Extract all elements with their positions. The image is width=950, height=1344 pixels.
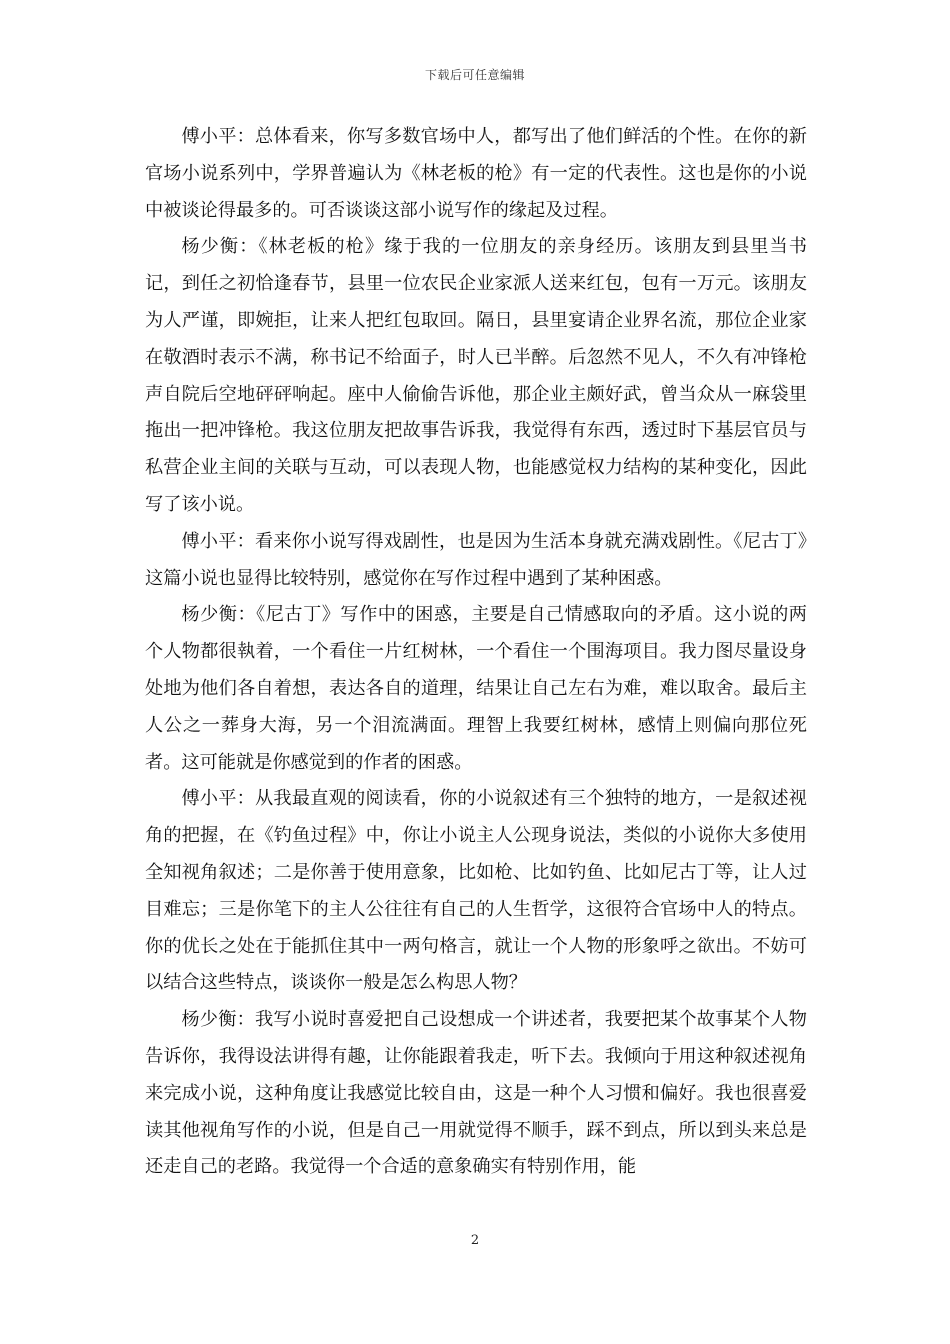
paragraph: 杨少衡：《林老板的枪》缘于我的一位朋友的亲身经历。该朋友到县里当书记，到任之初恰逢春节，县里一位农民企业家派人送来红包，包有一万元。该朋友为人严谨，即婉拒，让来人把红包取回。隔日，县里宴请企业界名流，那位企业家在敬酒时表示不满，称书记不给面子，时人已半醉。后忽然不见人，不久有冲锋枪声自院后空地砰砰响起。座中人偷偷告诉他，那企业主颇好武，曾当众从一麻袋里拖出一把冲锋枪。我这位朋友把故事告诉我，我觉得有东西，透过时下基层官员与私营企业主间的关联与互动，可以表现人物，也能感觉权力结构的某种变化，因此写了该小说。 xyxy=(145,236,807,515)
page-number: 2 xyxy=(470,1233,480,1248)
paragraph: 傅小平：总体看来，你写多数官场中人，都写出了他们鲜活的个性。在你的新官场小说系列中，学界普遍认为《林老板的枪》有一定的代表性。这也是你的小说中被谈论得最多的。可否谈谈这部小说写作的缘起及过程。 xyxy=(145,126,807,221)
paragraph: 杨少衡：我写小说时喜爱把自己设想成一个讲述者，我要把某个故事某个人物告诉你，我得设法讲得有趣，让你能跟着我走，听下去。我倾向于用这种叙述视角来完成小说，这种角度让我感觉比较自由，这是一种个人习惯和偏好。我也很喜爱读其他视角写作的小说，但是自己一用就觉得不顺手，踩不到点，所以到头来总是还走自己的老路。我觉得一个合适的意象确实有特别作用，能 xyxy=(145,1009,807,1178)
document-body xyxy=(145,119,807,1186)
page-header: 下载后可任意编辑 xyxy=(424,68,525,82)
paragraph: 杨少衡：《尼古丁》写作中的困惑，主要是自己情感取向的矛盾。这小说的两个人物都很執着，一个看住一片红树林，一个看住一个围海项目。我力图尽量设身处地为他们各自着想，表达各自的道理，结果让自己左右为难，难以取舍。最后主人公之一葬身大海，另一个泪流满面。理智上我要红树林，感情上则偏向那位死者。这可能就是你感觉到的作者的困惑。 xyxy=(145,604,807,773)
paragraph: 傅小平：从我最直观的阅读看，你的小说叙述有三个独特的地方，一是叙述视角的把握，在《钓鱼过程》中，你让小说主人公现身说法，类似的小说你大多使用全知视角叙述；二是你善于使用意象，比如枪、比如钓鱼、比如尼古丁等，让人过目难忘；三是你笔下的主人公往往有自己的人生哲学，这很符合官场中人的特点。你的优长之处在于能抓住其中一两句格言，就让一个人物的形象呼之欲出。不妨可以结合这些特点，谈谈你一般是怎么构思人物？ xyxy=(145,788,807,994)
paragraph: 傅小平：看来你小说写得戏剧性，也是因为生活本身就充满戏剧性。《尼古丁》这篇小说也显得比较特别，感觉你在写作过程中遇到了某种困惑。 xyxy=(145,530,807,589)
